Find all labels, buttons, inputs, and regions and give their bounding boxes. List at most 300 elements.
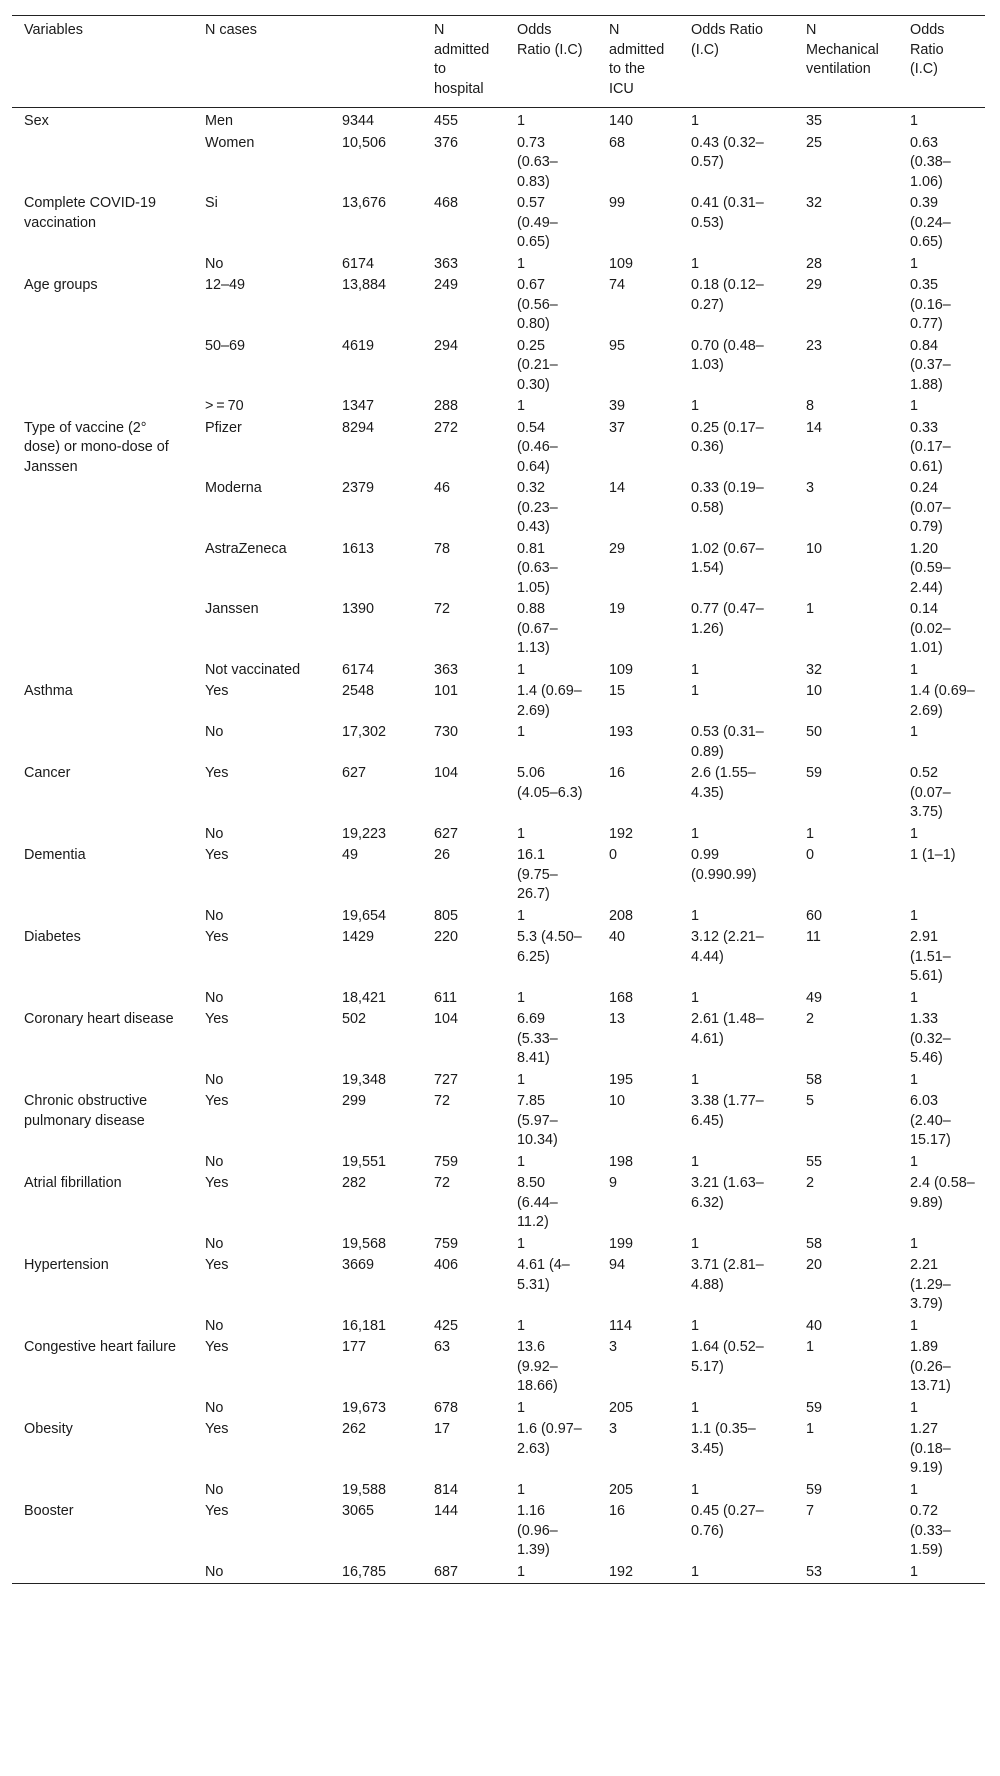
or-icu-cell: 0.45 (0.27–0.76) (691, 1503, 764, 1539)
or-hospital-cell: 4.61 (4–5.31) (517, 1257, 570, 1293)
n-cases-cell: 627 (342, 765, 367, 781)
table-row (12, 1337, 985, 1398)
category-cell: No (205, 724, 224, 740)
n-cases-cell: 19,654 (342, 907, 387, 924)
variable-cell (12, 133, 193, 194)
n-icu-cell: 74 (609, 277, 626, 293)
variable-cell: Asthma (24, 683, 73, 699)
or-icu-cell: 0.25 (0.17–0.36) (691, 419, 764, 455)
table-row (12, 1562, 985, 1584)
or-ventilation-cell: 1 (910, 1317, 919, 1334)
table-header (12, 16, 985, 108)
n-ventilation-cell: 11 (806, 929, 821, 945)
n-ventilation-cell: 50 (806, 724, 823, 740)
n-cases-cell: 1429 (342, 929, 375, 945)
n-hospital-cell: 425 (434, 1317, 459, 1334)
or-hospital-cell: 0.25 (0.21–0.30) (517, 337, 558, 393)
or-icu-cell: 2.6 (1.55–4.35) (691, 765, 756, 801)
or-icu-cell: 0.41 (0.31–0.53) (691, 195, 764, 231)
n-icu-cell: 168 (609, 989, 634, 1006)
category-cell: > = 70 (205, 398, 244, 414)
or-icu-cell: 1 (691, 1071, 700, 1088)
or-icu-cell: 1 (691, 1563, 700, 1580)
or-hospital-cell: 1.16 (0.96–1.39) (517, 1503, 558, 1558)
n-hospital-cell: 611 (434, 989, 457, 1006)
n-hospital-cell: 72 (434, 1093, 451, 1109)
category-cell: AstraZeneca (205, 540, 287, 557)
or-hospital-cell: 0.88 (0.67–1.13) (517, 601, 558, 656)
n-ventilation-cell: 10 (806, 540, 823, 557)
n-ventilation-cell: 59 (806, 765, 823, 781)
or-ventilation-cell: 0.33 (0.17–0.61) (910, 419, 951, 475)
category-cell: Yes (205, 1093, 229, 1109)
variable-cell: Complete COVID-19 vaccination (24, 195, 156, 231)
or-icu-cell: 1 (691, 825, 700, 842)
or-icu-cell: 1 (691, 907, 700, 924)
header-cell-n-admitted-hospital: N admitted to hospital (434, 22, 490, 97)
category-cell: 12–49 (205, 277, 246, 293)
or-ventilation-cell: 1 (910, 255, 919, 272)
category-cell: Yes (205, 1339, 229, 1355)
or-hospital-cell: 1 (517, 1481, 526, 1498)
or-icu-cell: 1 (691, 255, 700, 272)
n-cases-cell: 2379 (342, 480, 375, 496)
or-icu-cell: 0.53 (0.31–0.89) (691, 724, 764, 760)
n-ventilation-cell: 60 (806, 907, 823, 924)
n-cases-cell: 8294 (342, 419, 375, 436)
n-icu-cell: 192 (609, 825, 634, 842)
category-cell: Yes (205, 847, 229, 863)
n-icu-cell: 9 (609, 1175, 618, 1191)
n-hospital-cell: 17 (434, 1421, 451, 1437)
or-hospital-cell: 1 (517, 989, 526, 1006)
table-row (12, 133, 985, 194)
n-hospital-cell: 759 (434, 1153, 459, 1170)
table-row (12, 763, 985, 824)
variable-cell: Dementia (24, 847, 86, 863)
n-hospital-cell: 294 (434, 337, 459, 354)
variable-cell (12, 988, 193, 1010)
n-icu-cell: 10 (609, 1093, 626, 1109)
n-cases-cell: 13,884 (342, 277, 387, 293)
table-row (12, 1173, 985, 1234)
n-icu-cell: 205 (609, 1399, 634, 1416)
or-ventilation-cell: 1 (910, 661, 919, 678)
variable-cell (12, 1316, 193, 1338)
or-hospital-cell: 6.69 (5.33–8.41) (517, 1011, 558, 1066)
or-ventilation-cell: 1 (910, 907, 919, 924)
or-icu-cell: 3.71 (2.81–4.88) (691, 1257, 764, 1293)
or-icu-cell: 1.64 (0.52–5.17) (691, 1339, 764, 1375)
category-cell: Janssen (205, 601, 259, 617)
or-ventilation-cell: 1.33 (0.32–5.46) (910, 1011, 951, 1066)
n-hospital-cell: 627 (434, 825, 459, 842)
or-hospital-cell: 1 (517, 1563, 526, 1580)
category-cell: Men (205, 113, 233, 129)
variable-cell (12, 336, 193, 397)
n-ventilation-cell: 8 (806, 398, 815, 414)
n-hospital-cell: 63 (434, 1339, 451, 1355)
n-hospital-cell: 363 (434, 255, 459, 272)
n-ventilation-cell: 2 (806, 1175, 815, 1191)
n-icu-cell: 94 (609, 1257, 626, 1273)
table-row (12, 927, 985, 988)
n-cases-cell: 502 (342, 1011, 367, 1027)
n-ventilation-cell: 25 (806, 134, 823, 151)
n-cases-cell: 6174 (342, 255, 375, 272)
n-hospital-cell: 363 (434, 661, 459, 678)
variable-cell (12, 539, 193, 600)
or-icu-cell: 0.70 (0.48–1.03) (691, 337, 764, 373)
or-ventilation-cell: 0.35 (0.16–0.77) (910, 277, 951, 332)
n-ventilation-cell: 23 (806, 337, 823, 354)
or-hospital-cell: 1 (517, 661, 526, 678)
n-cases-cell: 1613 (342, 540, 375, 557)
table-row (12, 418, 985, 479)
n-cases-cell: 299 (342, 1093, 367, 1109)
or-icu-cell: 1 (691, 1481, 700, 1498)
table-body (12, 108, 985, 1584)
table-row (12, 539, 985, 600)
table-row (12, 1009, 985, 1070)
header-row (12, 16, 985, 108)
n-ventilation-cell: 58 (806, 1071, 823, 1088)
or-hospital-cell: 0.67 (0.56–0.80) (517, 277, 558, 332)
n-ventilation-cell: 28 (806, 255, 823, 272)
variable-cell (12, 1152, 193, 1174)
category-cell: No (205, 1235, 224, 1252)
n-cases-cell: 18,421 (342, 989, 387, 1006)
n-hospital-cell: 72 (434, 601, 451, 617)
n-icu-cell: 19 (609, 601, 626, 617)
n-hospital-cell: 468 (434, 195, 459, 211)
n-ventilation-cell: 35 (806, 113, 823, 129)
n-hospital-cell: 249 (434, 277, 459, 293)
odds-ratio-table-container (12, 15, 985, 1584)
or-hospital-cell: 0.54 (0.46–0.64) (517, 419, 558, 475)
variable-cell (12, 824, 193, 846)
or-ventilation-cell: 1.20 (0.59–2.44) (910, 540, 951, 596)
or-icu-cell: 2.61 (1.48–4.61) (691, 1011, 764, 1047)
or-hospital-cell: 5.3 (4.50–6.25) (517, 929, 582, 965)
or-icu-cell: 1 (691, 113, 700, 129)
n-ventilation-cell: 58 (806, 1235, 823, 1252)
header-cell-odds-ratio-icu: Odds Ratio (I.C) (691, 22, 763, 58)
category-cell: No (205, 989, 224, 1006)
or-icu-cell: 1 (691, 1399, 700, 1416)
n-icu-cell: 140 (609, 113, 634, 129)
table-row (12, 108, 985, 133)
n-cases-cell: 1347 (342, 398, 375, 414)
table-row (12, 336, 985, 397)
variable-cell: Obesity (24, 1421, 73, 1437)
category-cell: Yes (205, 929, 229, 945)
n-ventilation-cell: 40 (806, 1317, 823, 1334)
or-hospital-cell: 1 (517, 255, 526, 272)
category-cell: 50–69 (205, 337, 246, 354)
or-icu-cell: 0.18 (0.12–0.27) (691, 277, 764, 313)
n-cases-cell: 3669 (342, 1257, 375, 1273)
n-hospital-cell: 78 (434, 540, 451, 557)
n-ventilation-cell: 20 (806, 1257, 823, 1273)
or-icu-cell: 1 (691, 1153, 700, 1170)
variable-cell (12, 1562, 193, 1584)
variable-cell (12, 1070, 193, 1092)
n-ventilation-cell: 1 (806, 825, 815, 842)
n-hospital-cell: 26 (434, 847, 451, 863)
or-ventilation-cell: 1 (910, 1235, 919, 1252)
n-icu-cell: 208 (609, 907, 634, 924)
or-icu-cell: 0.99 (0.990.99) (691, 847, 757, 883)
header-cell-n-cases: N cases (205, 22, 257, 38)
or-icu-cell: 0.33 (0.19–0.58) (691, 480, 764, 516)
n-hospital-cell: 759 (434, 1235, 459, 1252)
or-ventilation-cell: 0.39 (0.24–0.65) (910, 195, 951, 250)
n-icu-cell: 95 (609, 337, 626, 354)
or-ventilation-cell: 1 (910, 825, 919, 842)
n-icu-cell: 195 (609, 1071, 634, 1088)
n-ventilation-cell: 55 (806, 1153, 823, 1170)
or-icu-cell: 1.02 (0.67–1.54) (691, 540, 764, 576)
n-icu-cell: 13 (609, 1011, 626, 1027)
n-hospital-cell: 104 (434, 1011, 459, 1027)
or-ventilation-cell: 2.21 (1.29–3.79) (910, 1257, 951, 1312)
n-ventilation-cell: 3 (806, 480, 815, 496)
or-ventilation-cell: 1.89 (0.26–13.71) (910, 1339, 951, 1394)
variable-cell: Age groups (24, 277, 98, 293)
category-cell: Women (205, 134, 255, 151)
or-ventilation-cell: 1.4 (0.69–2.69) (910, 683, 975, 719)
n-hospital-cell: 730 (434, 724, 459, 740)
category-cell: Yes (205, 1421, 229, 1437)
n-cases-cell: 19,568 (342, 1235, 387, 1252)
n-cases-cell: 262 (342, 1421, 367, 1437)
category-cell: Si (205, 195, 218, 211)
or-ventilation-cell: 0.63 (0.38–1.06) (910, 134, 951, 190)
or-hospital-cell: 0.32 (0.23–0.43) (517, 480, 558, 535)
or-icu-cell: 1 (691, 398, 700, 414)
header-cell-odds-ratio-hospital: Odds Ratio (I.C) (517, 22, 583, 58)
n-hospital-cell: 406 (434, 1257, 459, 1273)
n-hospital-cell: 455 (434, 113, 459, 129)
or-ventilation-cell: 0.52 (0.07–3.75) (910, 765, 951, 820)
category-cell: Yes (205, 1011, 229, 1027)
or-ventilation-cell: 1 (910, 989, 919, 1006)
n-cases-cell: 19,673 (342, 1399, 387, 1416)
n-ventilation-cell: 1 (806, 1339, 815, 1355)
n-cases-cell: 16,785 (342, 1563, 387, 1580)
category-cell: No (205, 1317, 224, 1334)
header-cell-n-admitted-icu: N admitted to the ICU (609, 22, 665, 97)
n-icu-cell: 39 (609, 398, 626, 414)
n-hospital-cell: 101 (434, 683, 459, 699)
table-row (12, 1501, 985, 1562)
or-icu-cell: 3.38 (1.77–6.45) (691, 1093, 764, 1129)
or-icu-cell: 1 (691, 683, 700, 699)
n-icu-cell: 198 (609, 1153, 634, 1170)
table-row (12, 660, 985, 682)
table-row (12, 193, 985, 254)
header-cell-n-cases-count (330, 16, 422, 108)
or-icu-cell: 3.21 (1.63–6.32) (691, 1175, 764, 1211)
n-icu-cell: 40 (609, 929, 626, 945)
table-row (12, 988, 985, 1010)
or-hospital-cell: 13.6 (9.92–18.66) (517, 1339, 558, 1394)
table-row (12, 845, 985, 906)
category-cell: Yes (205, 1257, 229, 1273)
category-cell: No (205, 1071, 224, 1088)
variable-cell (12, 722, 193, 763)
n-icu-cell: 205 (609, 1481, 634, 1498)
n-icu-cell: 199 (609, 1235, 634, 1252)
category-cell: No (205, 1399, 224, 1416)
table-row (12, 1419, 985, 1480)
or-ventilation-cell: 1.27 (0.18–9.19) (910, 1421, 951, 1476)
n-hospital-cell: 220 (434, 929, 459, 945)
n-cases-cell: 13,676 (342, 195, 387, 211)
or-ventilation-cell: 1 (910, 724, 919, 740)
or-ventilation-cell: 1 (910, 1481, 919, 1498)
or-ventilation-cell: 0.24 (0.07–0.79) (910, 480, 951, 535)
variable-cell (12, 478, 193, 539)
or-hospital-cell: 1.4 (0.69–2.69) (517, 683, 582, 719)
or-hospital-cell: 8.50 (6.44–11.2) (517, 1175, 558, 1230)
or-icu-cell: 1 (691, 661, 700, 678)
n-cases-cell: 1390 (342, 601, 375, 617)
or-hospital-cell: 1 (517, 113, 526, 129)
n-hospital-cell: 678 (434, 1399, 459, 1416)
or-icu-cell: 1 (691, 989, 700, 1006)
variable-cell: Hypertension (24, 1257, 109, 1273)
or-hospital-cell: 5.06 (4.05–6.3) (517, 765, 583, 801)
n-cases-cell: 3065 (342, 1503, 375, 1519)
n-icu-cell: 109 (609, 255, 634, 272)
n-ventilation-cell: 29 (806, 277, 823, 293)
category-cell: Not vaccinated (205, 661, 301, 678)
variable-cell: Diabetes (24, 929, 81, 945)
n-hospital-cell: 272 (434, 419, 459, 436)
or-hospital-cell: 1 (517, 1399, 526, 1416)
n-icu-cell: 16 (609, 765, 626, 781)
table-row (12, 396, 985, 418)
variable-cell: Sex (24, 113, 49, 129)
n-ventilation-cell: 14 (806, 419, 823, 436)
table-row (12, 722, 985, 763)
table-row (12, 254, 985, 276)
or-hospital-cell: 1 (517, 398, 526, 414)
variable-cell: Congestive heart failure (24, 1339, 176, 1355)
odds-ratio-table (12, 15, 985, 1584)
or-ventilation-cell: 0.14 (0.02–1.01) (910, 601, 951, 656)
n-icu-cell: 15 (609, 683, 626, 699)
n-hospital-cell: 727 (434, 1071, 459, 1088)
or-ventilation-cell: 2.91 (1.51–5.61) (910, 929, 951, 984)
n-hospital-cell: 814 (434, 1481, 459, 1498)
or-ventilation-cell: 1 (910, 1563, 919, 1580)
n-hospital-cell: 72 (434, 1175, 451, 1191)
header-cell-odds-ratio-ventilation: Odds Ratio (I.C) (910, 22, 945, 77)
category-cell: Yes (205, 765, 229, 781)
n-hospital-cell: 104 (434, 765, 459, 781)
or-hospital-cell: 16.1 (9.75–26.7) (517, 847, 558, 902)
table-row (12, 1152, 985, 1174)
n-ventilation-cell: 1 (806, 601, 815, 617)
table-row (12, 275, 985, 336)
or-hospital-cell: 1.6 (0.97–2.63) (517, 1421, 582, 1457)
n-hospital-cell: 288 (434, 398, 459, 414)
n-cases-cell: 10,506 (342, 134, 387, 151)
variable-cell (12, 1480, 193, 1502)
n-ventilation-cell: 2 (806, 1011, 815, 1027)
category-cell: Pfizer (205, 419, 242, 436)
n-cases-cell: 9344 (342, 113, 375, 129)
n-hospital-cell: 46 (434, 480, 451, 496)
n-ventilation-cell: 7 (806, 1503, 815, 1519)
n-cases-cell: 19,551 (342, 1153, 387, 1170)
or-hospital-cell: 1 (517, 1235, 526, 1252)
n-icu-cell: 109 (609, 661, 634, 678)
variable-cell: Type of vaccine (2° dose) or mono-dose of Janssen (24, 419, 169, 475)
category-cell: Moderna (205, 480, 262, 496)
n-icu-cell: 37 (609, 419, 626, 436)
table-row (12, 1070, 985, 1092)
n-icu-cell: 99 (609, 195, 626, 211)
variable-cell (12, 906, 193, 928)
table-row (12, 1091, 985, 1152)
category-cell: No (205, 1481, 224, 1498)
table-row (12, 599, 985, 660)
n-ventilation-cell: 59 (806, 1481, 823, 1498)
n-ventilation-cell: 49 (806, 989, 823, 1006)
table-row (12, 1480, 985, 1502)
table-row (12, 681, 985, 722)
n-icu-cell: 3 (609, 1421, 618, 1437)
or-icu-cell: 3.12 (2.21–4.44) (691, 929, 764, 965)
or-hospital-cell: 1 (517, 1071, 526, 1088)
n-ventilation-cell: 32 (806, 195, 823, 211)
variable-cell (12, 396, 193, 418)
table-row (12, 906, 985, 928)
or-ventilation-cell: 2.4 (0.58–9.89) (910, 1175, 975, 1211)
n-icu-cell: 16 (609, 1503, 626, 1519)
table-row (12, 824, 985, 846)
table-row (12, 478, 985, 539)
table-row (12, 1398, 985, 1420)
variable-cell: Booster (24, 1503, 74, 1519)
or-hospital-cell: 1 (517, 907, 526, 924)
or-ventilation-cell: 1 (1–1) (910, 847, 956, 863)
n-cases-cell: 49 (342, 847, 359, 863)
or-ventilation-cell: 0.84 (0.37–1.88) (910, 337, 951, 393)
n-hospital-cell: 376 (434, 134, 459, 151)
n-cases-cell: 2548 (342, 683, 375, 699)
or-icu-cell: 1 (691, 1317, 700, 1334)
n-ventilation-cell: 32 (806, 661, 823, 678)
or-hospital-cell: 0.81 (0.63–1.05) (517, 540, 558, 596)
n-icu-cell: 29 (609, 540, 626, 557)
or-ventilation-cell: 0.72 (0.33–1.59) (910, 1503, 951, 1558)
n-icu-cell: 193 (609, 724, 634, 740)
or-hospital-cell: 0.57 (0.49–0.65) (517, 195, 558, 250)
n-ventilation-cell: 1 (806, 1421, 815, 1437)
category-cell: No (205, 255, 224, 272)
variable-cell (12, 254, 193, 276)
or-ventilation-cell: 1 (910, 1153, 919, 1170)
variable-cell (12, 599, 193, 660)
n-hospital-cell: 805 (434, 907, 459, 924)
category-cell: No (205, 1563, 224, 1580)
variable-cell (12, 1234, 193, 1256)
